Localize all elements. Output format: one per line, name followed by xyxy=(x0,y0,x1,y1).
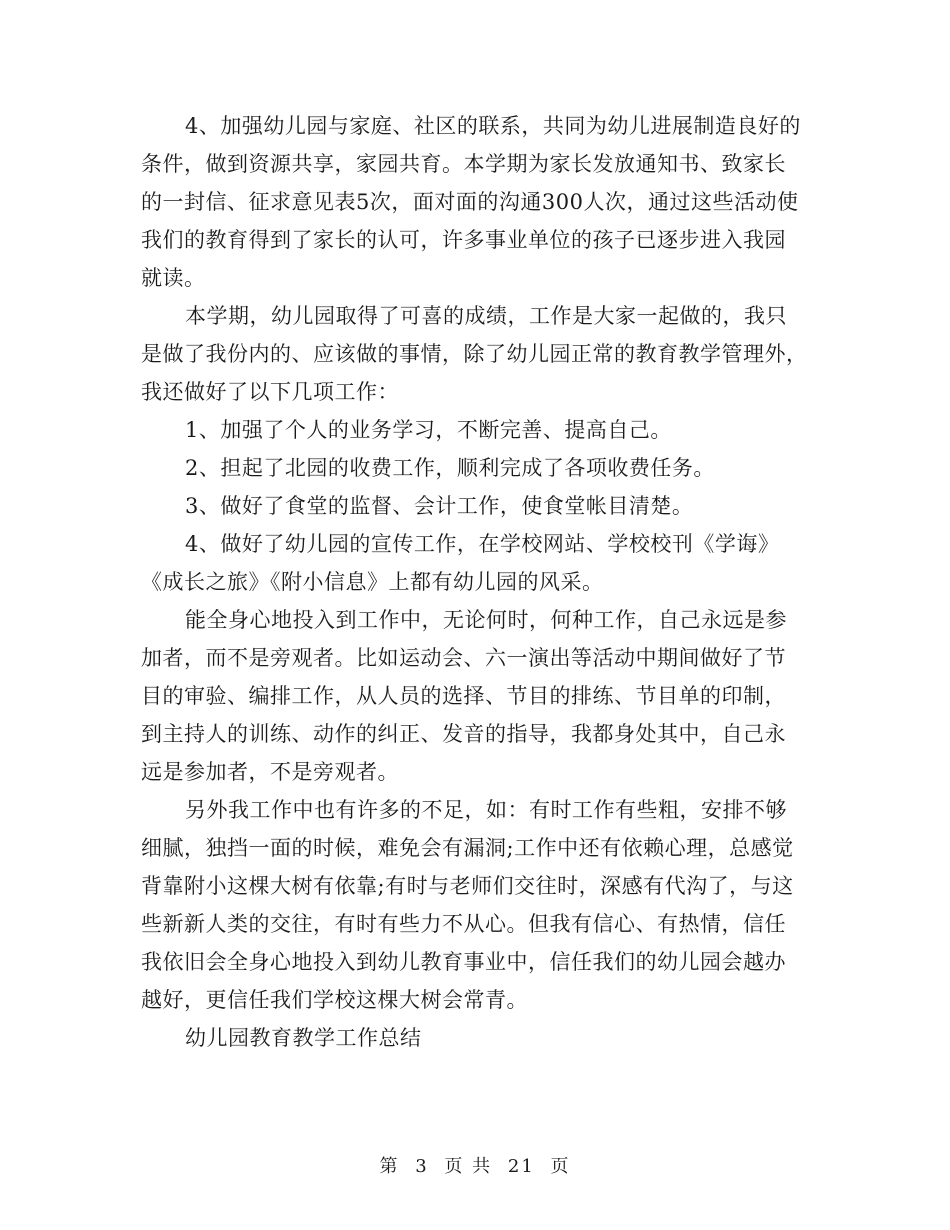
section-heading: 幼儿园教育教学工作总结 xyxy=(185,1026,422,1050)
text-line: 《成长之旅》《附小信息》上都有幼儿园的风采。 xyxy=(141,570,604,594)
text-line: 条件，做到资源共享，家园共育。本学期为家长发放通知书、致家长 xyxy=(141,152,786,176)
text-line: 些新新人类的交往，有时有些力不从心。但我有信心、有热情，信任 xyxy=(141,912,786,936)
footer-middle: 页 共 xyxy=(444,1156,493,1177)
page-total: 21 xyxy=(507,1156,535,1177)
text-line: 背靠附小这棵大树有依靠;有时与老师们交往时，深感有代沟了，与这 xyxy=(141,874,794,898)
page-number: 3 xyxy=(415,1156,429,1177)
text-line: 3、做好了食堂的监督、会计工作，使食堂帐目清楚。 xyxy=(185,494,694,518)
text-line: 加者，而不是旁观者。比如运动会、六一演出等活动中期间做好了节 xyxy=(141,646,786,670)
footer-prefix: 第 xyxy=(379,1156,400,1177)
page-footer xyxy=(0,1152,950,1178)
text-line: 4、加强幼儿园与家庭、社区的联系，共同为幼儿进展制造良好的 xyxy=(185,114,801,138)
body-text xyxy=(141,107,811,1057)
text-line: 我依旧会全身心地投入到幼儿教育事业中，信任我们的幼儿园会越办 xyxy=(141,950,786,974)
text-line: 就读。 xyxy=(141,266,206,290)
text-line: 我还做好了以下几项工作： xyxy=(141,380,399,404)
text-line: 本学期，幼儿园取得了可喜的成绩，工作是大家一起做的，我只 xyxy=(185,304,787,328)
footer-suffix: 页 xyxy=(550,1156,571,1177)
text-line: 到主持人的训练、动作的纠正、发音的指导，我都身处其中，自己永 xyxy=(141,722,786,746)
text-line: 能全身心地投入到工作中，无论何时，何种工作，自己永远是参 xyxy=(185,608,787,632)
text-line: 细腻，独挡一面的时候，难免会有漏洞;工作中还有依赖心理，总感觉 xyxy=(141,836,794,860)
text-line: 远是参加者，不是旁观者。 xyxy=(141,760,399,784)
text-line: 我们的教育得到了家长的认可，许多事业单位的孩子已逐步进入我园 xyxy=(141,228,786,252)
text-line: 另外我工作中也有许多的不足，如：有时工作有些粗，安排不够 xyxy=(185,798,787,822)
text-line: 4、做好了幼儿园的宣传工作，在学校网站、学校校刊《学诲》 xyxy=(185,532,780,556)
text-line: 的一封信、征求意见表5次，面对面的沟通300人次，通过这些活动使 xyxy=(141,190,799,214)
text-line: 是做了我份内的、应该做的事情，除了幼儿园正常的教育教学管理外， xyxy=(141,342,808,366)
text-line: 越好，更信任我们学校这棵大树会常青。 xyxy=(141,988,528,1012)
text-line: 1、加强了个人的业务学习，不断完善、提高自己。 xyxy=(185,418,672,442)
text-line: 2、担起了北园的收费工作，顺利完成了各项收费任务。 xyxy=(185,456,715,480)
text-line: 目的审验、编排工作，从人员的选择、节目的排练、节目单的印制， xyxy=(141,684,786,708)
document-body xyxy=(141,107,811,1059)
